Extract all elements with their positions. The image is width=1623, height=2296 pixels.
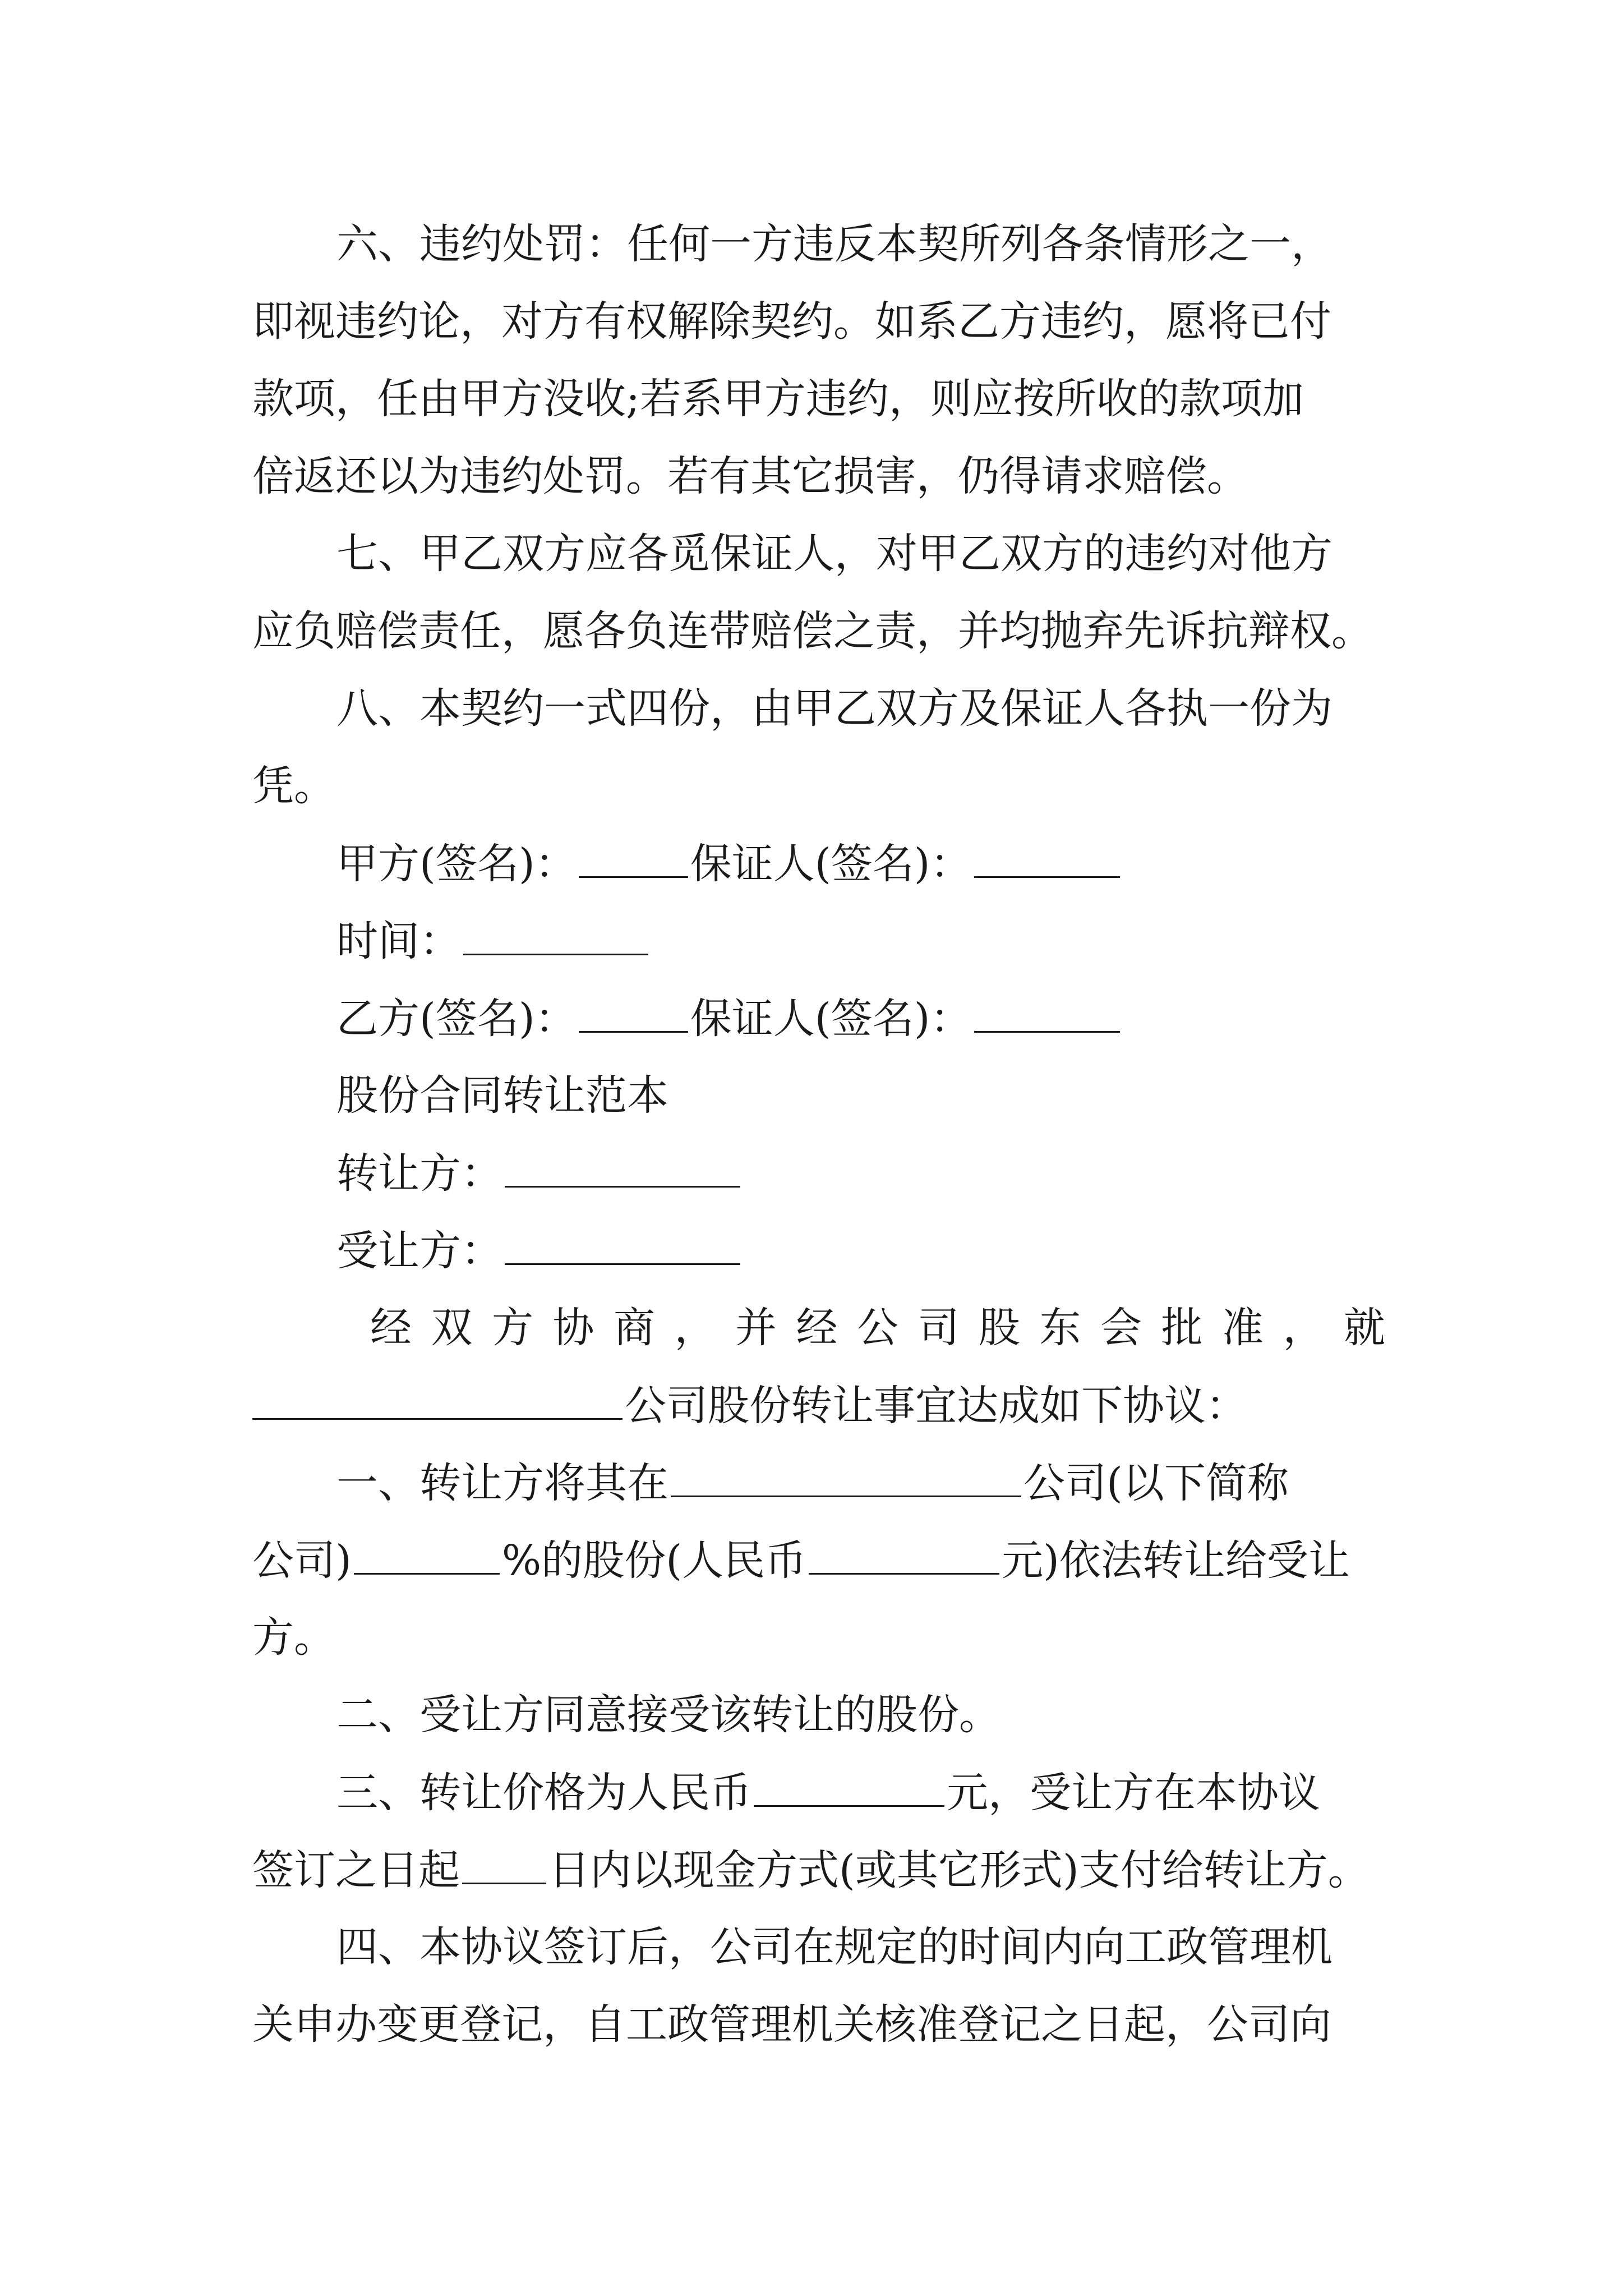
article8-line1: 八、本契约一式四份，由甲乙双方及保证人各执一份为 bbox=[336, 684, 1332, 733]
article6-line3: 款项，任由甲方没收;若系甲方违约，则应按所收的款项加 bbox=[252, 375, 1304, 423]
clause3-text-a: 三、转让价格为人民币 bbox=[336, 1769, 751, 1817]
clause3-line1 bbox=[336, 1769, 1475, 1817]
transferee-label: 受让方： bbox=[336, 1227, 502, 1275]
intro-line1-char: 方 bbox=[492, 1304, 533, 1352]
clause4-line1: 四、本协议签订后，公司在规定的时间内向工政管理机 bbox=[336, 1923, 1332, 1971]
clause2: 二、受让方同意接受该转让的股份。 bbox=[336, 1691, 1000, 1739]
intro-line2-text: 公司股份转让事宜达成如下协议： bbox=[625, 1382, 1247, 1430]
guarantor-b-label: 保证人(签名)： bbox=[690, 995, 972, 1043]
intro-line1-char: 并 bbox=[735, 1304, 777, 1352]
clause4-line2: 关申办变更登记，自工政管理机关核准登记之日起，公司向 bbox=[252, 2000, 1331, 2049]
intro-line1-char: 司 bbox=[917, 1304, 960, 1352]
clause1-line1 bbox=[336, 1459, 1475, 1507]
clause3-days-blank bbox=[462, 1849, 546, 1884]
clause3-text-b: 元，受让方在本协议 bbox=[947, 1769, 1320, 1817]
time-blank bbox=[463, 920, 648, 955]
transferee-row bbox=[336, 1227, 1475, 1275]
clause3-text-d: 日内以现金方式(或其它形式)支付给转让方。 bbox=[548, 1846, 1370, 1894]
article6-line1: 六、违约处罚：任何一方违反本契所列各条情形之一， bbox=[336, 220, 1332, 268]
clause1-percent-blank bbox=[354, 1539, 500, 1575]
clause3-text-c: 签订之日起 bbox=[252, 1846, 460, 1894]
clause1-line2 bbox=[252, 1536, 1391, 1585]
clause1-line3: 方。 bbox=[252, 1613, 335, 1662]
time-row bbox=[336, 917, 1475, 965]
article6-line4: 倍返还以为违约处罚。若有其它损害，仍得请求赔偿。 bbox=[252, 452, 1248, 500]
guarantor-a-signature-blank bbox=[974, 843, 1120, 878]
intro-line1-char: 就 bbox=[1344, 1304, 1385, 1352]
guarantor-a-label: 保证人(签名)： bbox=[690, 840, 972, 888]
intro-line1-char: 会 bbox=[1100, 1304, 1142, 1352]
party-b-label: 乙方(签名)： bbox=[336, 995, 577, 1043]
clause1-text-c: 公司) bbox=[252, 1536, 352, 1585]
clause3-price-blank bbox=[754, 1772, 944, 1807]
intro-line1-char: 股 bbox=[979, 1304, 1020, 1352]
transferor-row bbox=[336, 1149, 1475, 1198]
clause1-text-a: 一、转让方将其在 bbox=[336, 1459, 668, 1507]
party-b-signature-blank bbox=[579, 997, 688, 1033]
intro-line1-char: 批 bbox=[1161, 1304, 1203, 1352]
intro-line1-char: 准 bbox=[1222, 1304, 1264, 1352]
article7-line2: 应负赔偿责任，愿各负连带赔偿之责，并均抛弃先诉抗辩权。 bbox=[252, 607, 1373, 655]
clause3-line2 bbox=[252, 1846, 1391, 1894]
article7-line1: 七、甲乙双方应各觅保证人，对甲乙双方的违约对他方 bbox=[336, 530, 1332, 578]
clause1-company-blank bbox=[671, 1462, 1021, 1497]
intro-line1-char: 公 bbox=[857, 1304, 898, 1352]
article8-line2: 凭。 bbox=[252, 762, 335, 810]
intro-line1-char: 协 bbox=[552, 1304, 594, 1352]
intro-line1-char: 商 bbox=[614, 1304, 655, 1352]
clause1-text-e: 元)依法转让给受让 bbox=[1002, 1536, 1350, 1585]
intro-line1-char: ， bbox=[674, 1304, 716, 1352]
clause1-amount-blank bbox=[809, 1539, 999, 1575]
intro-line1 bbox=[370, 1304, 1385, 1352]
contract2-title: 股份合同转让范本 bbox=[336, 1071, 668, 1120]
article6-line2: 即视违约论，对方有权解除契约。如系乙方违约，愿将已付 bbox=[252, 297, 1331, 346]
guarantor-b-signature-blank bbox=[974, 997, 1120, 1033]
party-a-signature-row bbox=[336, 840, 1475, 888]
intro-line1-char: ， bbox=[1283, 1304, 1325, 1352]
intro-line1-char: 双 bbox=[431, 1304, 473, 1352]
intro-line1-char: 东 bbox=[1039, 1304, 1081, 1352]
party-a-signature-blank bbox=[579, 843, 688, 878]
party-a-label: 甲方(签名)： bbox=[336, 840, 577, 888]
intro-line1-char: 经 bbox=[370, 1304, 412, 1352]
transferor-blank bbox=[505, 1152, 740, 1188]
time-label: 时间： bbox=[336, 917, 461, 965]
transferee-blank bbox=[505, 1230, 740, 1265]
clause1-text-b: 公司(以下简称 bbox=[1023, 1459, 1289, 1507]
transferor-label: 转让方： bbox=[336, 1149, 502, 1198]
intro-line1-char: 经 bbox=[796, 1304, 838, 1352]
intro-line2 bbox=[252, 1382, 1391, 1430]
clause1-text-d: %的股份(人民币 bbox=[501, 1536, 807, 1585]
company-name-blank bbox=[252, 1384, 623, 1420]
party-b-signature-row bbox=[336, 995, 1475, 1043]
